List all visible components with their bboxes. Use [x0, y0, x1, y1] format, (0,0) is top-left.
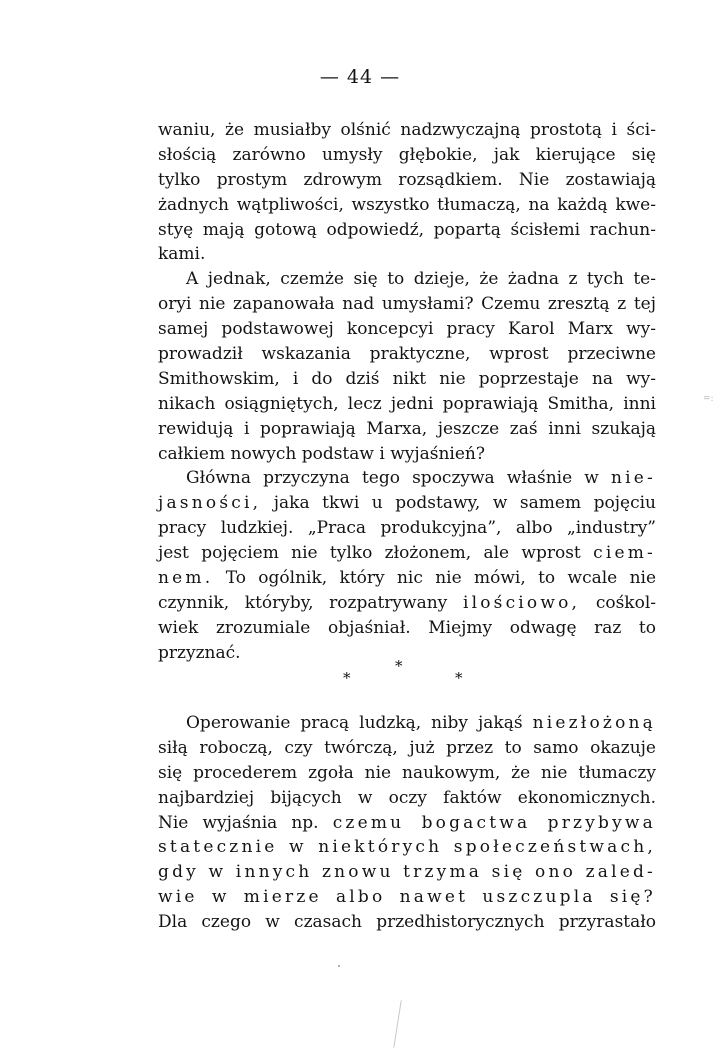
- paragraph-4: [158, 711, 656, 935]
- page-number: — 44 —: [319, 66, 401, 88]
- text-line: oryi nie zapanowała nad umysłami? Czemu zresztą z tej: [158, 294, 656, 315]
- paragraph-1: [158, 118, 656, 267]
- text-line: prowadził wskazania praktyczne, wprost przeciwne: [158, 344, 656, 365]
- text-line: [158, 591, 656, 616]
- text-line: [158, 711, 656, 736]
- paragraph-3: [158, 466, 656, 665]
- text-segment: jest pojęciem nie tylko złożonem, ale wprost: [158, 543, 581, 564]
- text-line: siłą roboczą, czy twórczą, już przez to samo okazuje: [158, 737, 656, 758]
- text-segment: Nie wyjaśnia np.: [158, 812, 319, 833]
- text-line: [158, 566, 656, 591]
- spaced-emphasis: czemu bogactwa przybywa: [332, 812, 656, 833]
- text-line: przyznać.: [158, 642, 241, 663]
- text-line: A jednak, czemże się to dzieje, że żadna z tych te-: [186, 269, 656, 290]
- asterism-mark: *: [395, 657, 403, 675]
- text-segment: cośkol-: [595, 592, 657, 613]
- spaced-emphasis: niezłożoną: [532, 713, 657, 733]
- asterism-mark: *: [455, 669, 463, 687]
- text-line: Smithowskim, i do dziś nikt nie poprzestaje na wy-: [158, 368, 656, 389]
- text-line: Dla czego w czasach przedhistorycznych przyrastało: [158, 912, 656, 933]
- spaced-emphasis: ilościowo,: [462, 592, 581, 613]
- text-line: tylko prostym zdrowym rozsądkiem. Nie zostawiają: [158, 169, 656, 190]
- text-line: [158, 491, 656, 516]
- spaced-emphasis: nem.: [158, 568, 214, 589]
- text-line: całkiem nowych podstaw i wyjaśnień?: [158, 443, 485, 464]
- text-line: [158, 811, 656, 836]
- spaced-emphasis: jasności,: [158, 493, 262, 514]
- text-line: styę mają gotową odpowiedź, popartą ścisłemi rachun-: [158, 219, 656, 240]
- text-line: wiek zrozumiale objaśniał. Miejmy odwagę raz to: [158, 617, 656, 638]
- text-line: żadnych wątpliwości, wszystko tłumaczą, na każdą kwe-: [158, 194, 656, 215]
- spaced-emphasis: nie-: [611, 468, 657, 489]
- text-segment: Główna przyczyna tego spoczywa właśnie w: [186, 468, 599, 489]
- text-line: nikach osiągniętych, lecz jedni poprawiają Smitha, inni: [158, 393, 656, 414]
- text-line: samej podstawowej koncepcyi pracy Karol Marx wy-: [158, 319, 656, 340]
- text-line: rewidują i poprawiają Marxa, jeszcze zaś inni szukają: [158, 418, 656, 439]
- spaced-emphasis: ciem-: [593, 543, 656, 564]
- ink-speck: [338, 965, 340, 967]
- text-line: słością zarówno umysły głębokie, jak kierujące się: [158, 144, 656, 165]
- page-text: [158, 118, 656, 666]
- margin-mark: =:: [703, 394, 714, 404]
- paper-scratch: [393, 1000, 401, 1048]
- paragraph-2: [158, 267, 656, 466]
- text-segment: jaka tkwi u podstawy, w samem pojęciu: [273, 493, 656, 514]
- text-line: najbardziej bijących w oczy faktów ekonomicznych.: [158, 787, 656, 808]
- text-line: wie w mierze albo nawet uszczupla się?: [158, 887, 656, 908]
- text-line: się procederem zgoła nie naukowym, że nie tłumaczy: [158, 762, 656, 783]
- text-line: [158, 541, 656, 566]
- text-line: [158, 466, 656, 491]
- text-segment: czynnik, któryby, rozpatrywany: [158, 592, 448, 613]
- text-line: pracy ludzkiej. „Praca produkcyjna”, albo „industry”: [158, 518, 656, 539]
- text-line: gdy w innych znowu trzyma się ono zaled-: [158, 862, 656, 883]
- text-line: kami.: [158, 244, 206, 265]
- text-segment: To ogólnik, który nic nie mówi, to wcale nie: [225, 568, 657, 589]
- text-line: statecznie w niektórych społeczeństwach,: [158, 837, 656, 858]
- asterism-mark: *: [343, 669, 351, 687]
- text-line: waniu, że musiałby olśnić nadzwyczajną prostotą i ści-: [158, 120, 656, 140]
- page-text-continued: [158, 711, 656, 935]
- text-segment: Operowanie pracą ludzką, niby jakąś: [186, 713, 523, 733]
